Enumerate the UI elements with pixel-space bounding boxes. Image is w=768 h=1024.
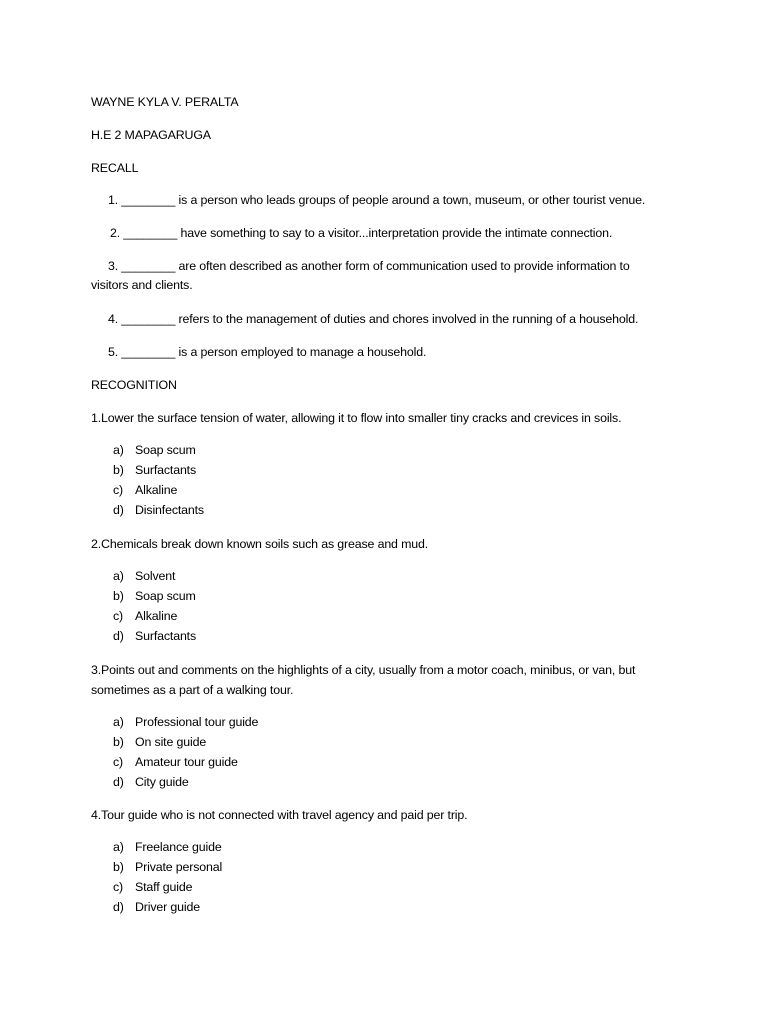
choice-text: Freelance guide [135, 840, 222, 854]
choice-3c [113, 753, 238, 772]
choice-1c [113, 481, 177, 500]
recall-item-2 [106, 224, 612, 243]
class-section: H.E 2 MAPAGARUGA [91, 128, 211, 142]
choice-3b [113, 733, 206, 752]
choice-letter: b) [113, 860, 124, 874]
choice-letter: a) [113, 569, 124, 583]
recognition-heading: RECOGNITION [91, 378, 177, 392]
choice-text: Driver guide [135, 900, 200, 914]
choice-text: Professional tour guide [135, 715, 259, 729]
choice-4b [113, 858, 222, 877]
choice-2d [113, 627, 196, 646]
choice-2a [113, 567, 175, 586]
choice-text: Soap scum [135, 443, 196, 457]
question-1: 1.Lower the surface tension of water, allowing it to flow into smaller tiny cracks and crevices in soils. [91, 411, 622, 425]
recall-item-5 [104, 343, 426, 362]
choice-2b [113, 587, 196, 606]
choice-1a [113, 441, 196, 460]
choice-text: Disinfectants [135, 503, 204, 517]
choice-text: Alkaline [135, 609, 178, 623]
choice-4c [113, 878, 192, 897]
recall-item-text: ________ are often described as another form of communication used to provide information to [121, 259, 630, 273]
choice-letter: b) [113, 463, 124, 477]
question-3: 3.Points out and comments on the highlights of a city, usually from a motor coach, minibus, or van, but [91, 663, 636, 677]
recall-item-3-continuation: visitors and clients. [91, 278, 193, 292]
choice-text: Surfactants [135, 463, 197, 477]
choice-letter: c) [113, 609, 124, 623]
question-4: 4.Tour guide who is not connected with travel agency and paid per trip. [91, 808, 468, 822]
choice-1b [113, 461, 196, 480]
choice-letter: c) [113, 755, 124, 769]
student-name: WAYNE KYLA V. PERALTA [91, 95, 239, 109]
recall-item-1 [104, 191, 645, 210]
recall-item-number: 3. [107, 259, 118, 273]
recall-item-4 [104, 310, 638, 329]
choice-letter: d) [113, 503, 124, 517]
choice-letter: a) [113, 715, 124, 729]
choice-letter: c) [113, 483, 124, 497]
choice-text: Soap scum [135, 589, 196, 603]
choice-3d [113, 773, 189, 792]
choice-letter: d) [113, 775, 124, 789]
recall-heading: RECALL [91, 161, 139, 175]
question-2: 2.Chemicals break down known soils such as grease and mud. [91, 537, 429, 551]
choice-4a [113, 838, 222, 857]
recall-item-number: 5. [107, 345, 118, 359]
recall-item-number: 2. [109, 226, 120, 240]
choice-text: City guide [135, 775, 189, 789]
recall-item-text: ________ is a person who leads groups of people around a town, museum, or other tourist venue. [121, 193, 646, 207]
choice-letter: d) [113, 629, 124, 643]
choice-text: Private personal [135, 860, 223, 874]
choice-2c [113, 607, 177, 626]
choice-text: Amateur tour guide [135, 755, 238, 769]
choice-3a [113, 713, 258, 732]
recall-item-number: 4. [107, 312, 118, 326]
choice-text: Staff guide [135, 880, 193, 894]
choice-text: On site guide [135, 735, 207, 749]
choice-1d [113, 501, 204, 520]
choice-letter: a) [113, 443, 124, 457]
choice-letter: c) [113, 880, 124, 894]
recall-item-text: ________ refers to the management of duties and chores involved in the running of a household. [121, 312, 639, 326]
recall-item-text: ________ is a person employed to manage a household. [121, 345, 427, 359]
choice-text: Alkaline [135, 483, 178, 497]
choice-4d [113, 898, 200, 917]
choice-text: Solvent [135, 569, 176, 583]
recall-item-3 [104, 257, 630, 276]
recall-item-text: ________ have something to say to a visitor...interpretation provide the intimate connection. [123, 226, 613, 240]
choice-letter: b) [113, 735, 124, 749]
choice-letter: b) [113, 589, 124, 603]
choice-letter: a) [113, 840, 124, 854]
recall-item-number: 1. [107, 193, 118, 207]
choice-text: Surfactants [135, 629, 197, 643]
question-3-continuation: sometimes as a part of a walking tour. [91, 683, 294, 697]
choice-letter: d) [113, 900, 124, 914]
